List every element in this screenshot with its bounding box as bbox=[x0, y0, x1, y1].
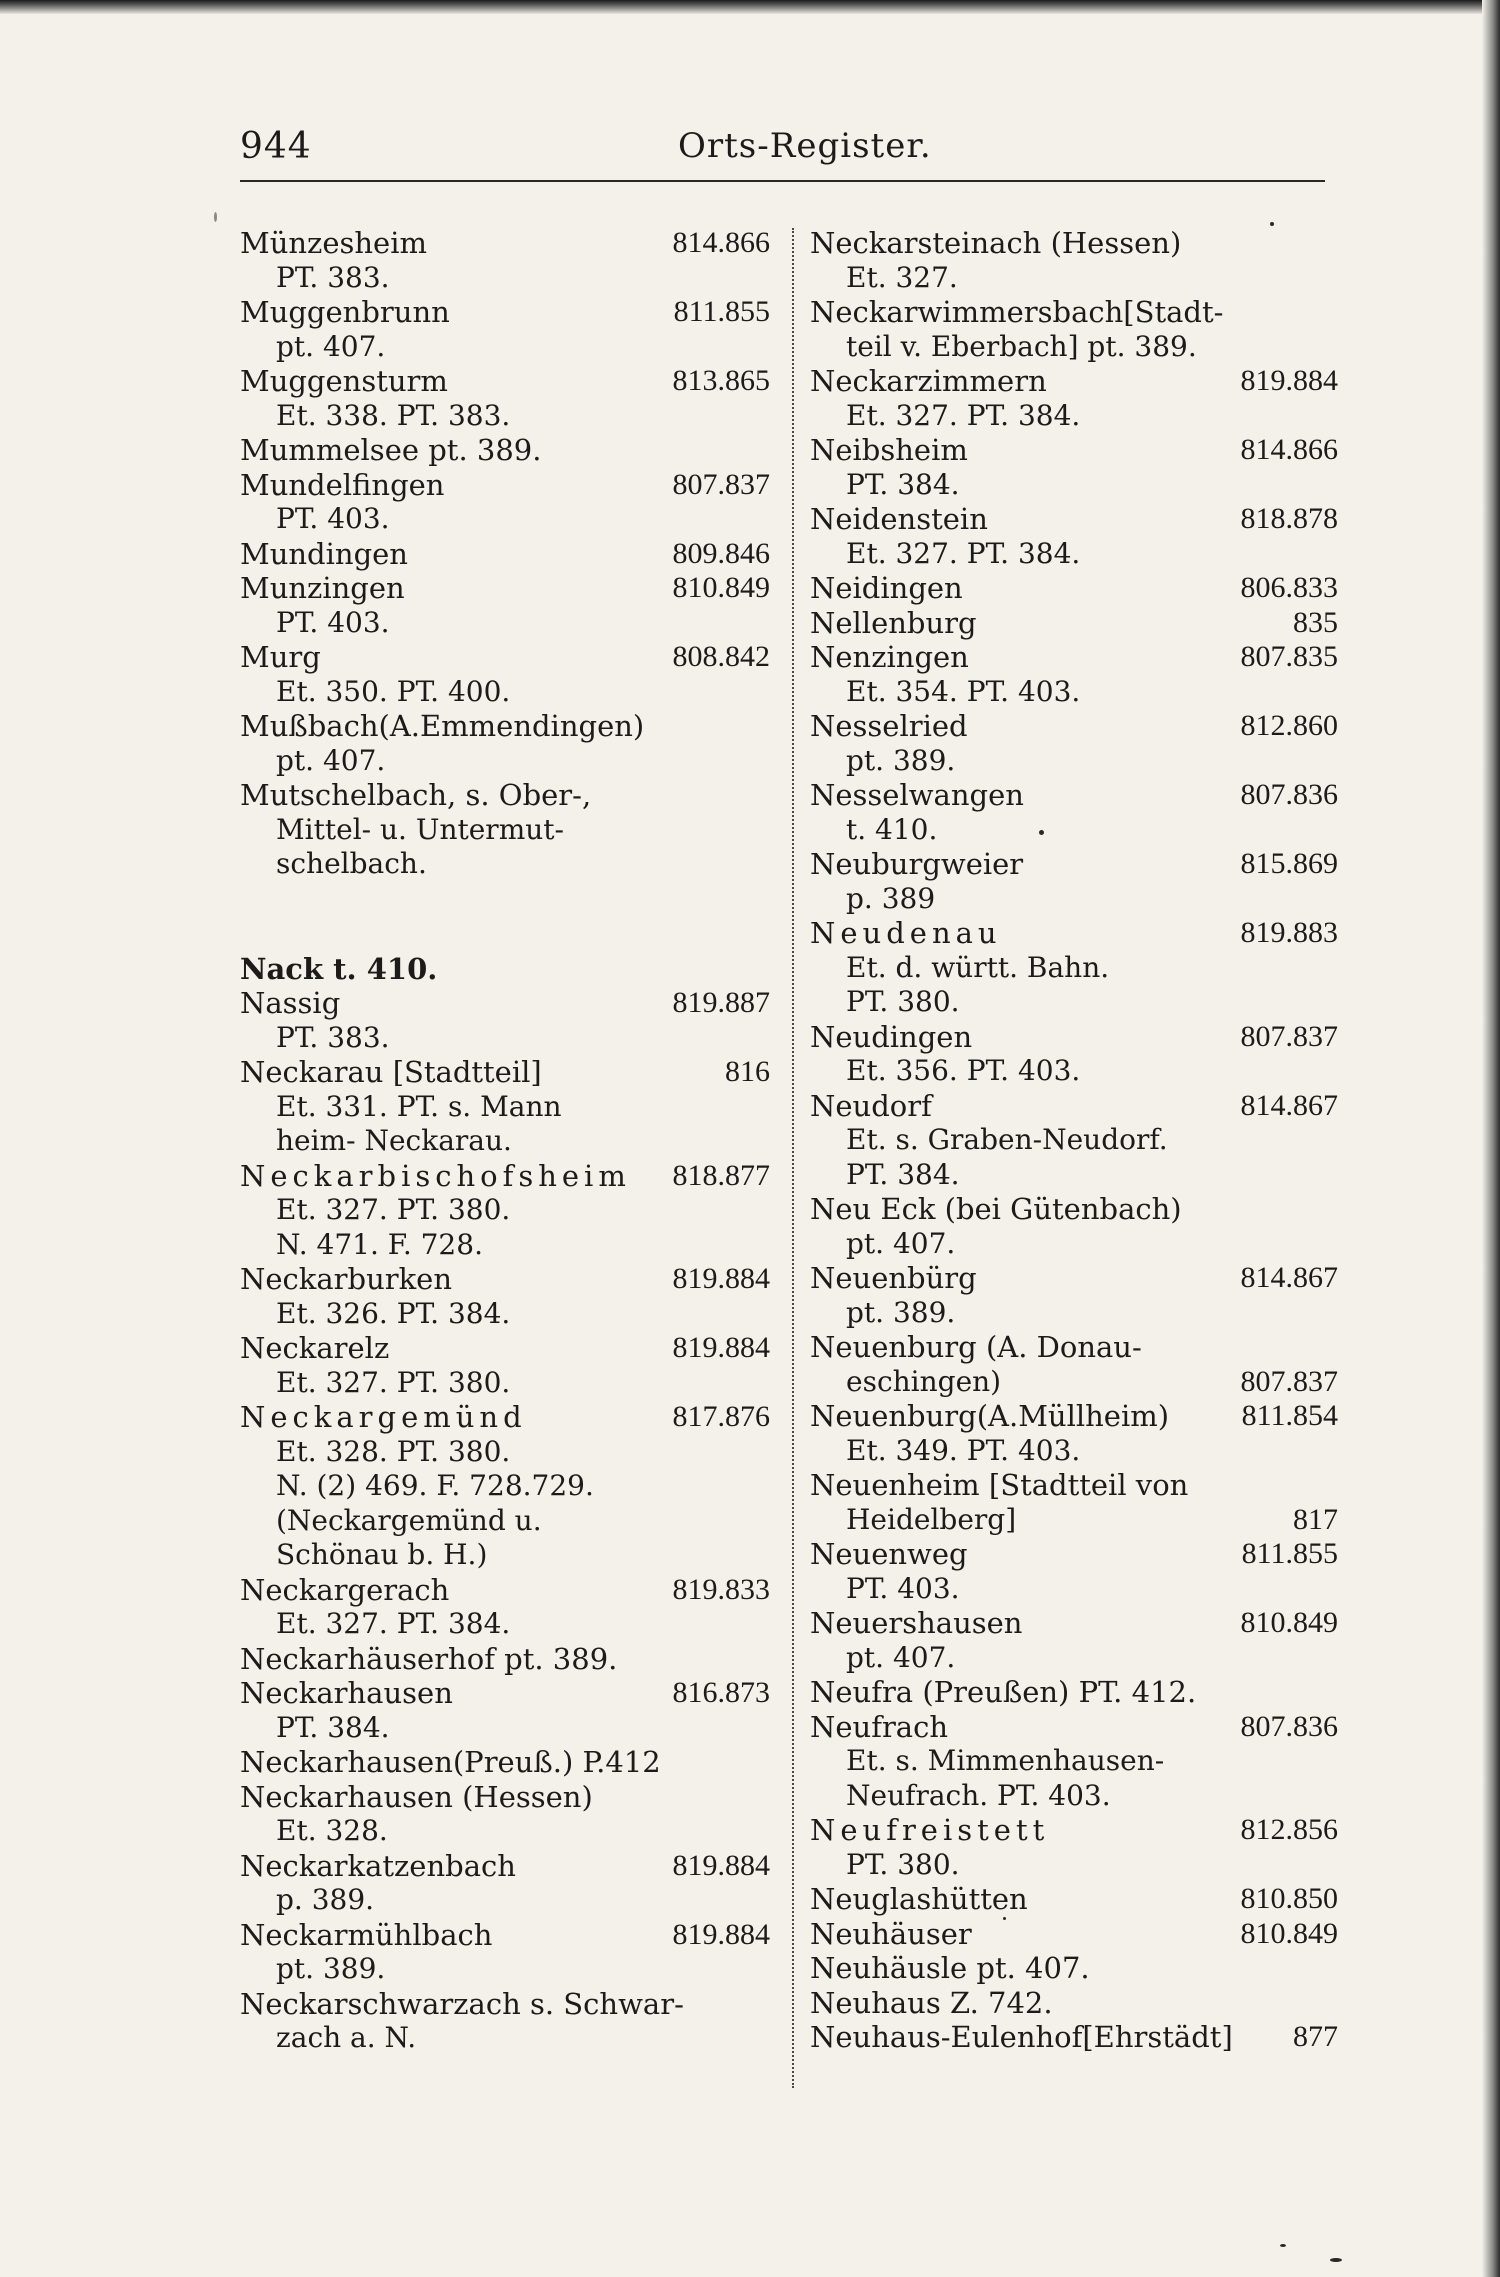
entry-name: Nesselried bbox=[810, 709, 968, 743]
entry-detail: PT. 403. bbox=[276, 502, 390, 535]
entry-name: Neuenheim [Stadtteil von bbox=[810, 1468, 1189, 1502]
entry-page-numbers: 806.833 bbox=[1240, 571, 1338, 604]
entry-detail: pt. 407. bbox=[846, 1226, 956, 1260]
entry-detail: pt. 407. bbox=[276, 743, 386, 777]
entry-name: Neckarhausen bbox=[240, 1676, 453, 1710]
entry-name: Nesselwangen bbox=[810, 778, 1024, 812]
entry-page-numbers: 811.855 bbox=[673, 295, 770, 328]
entry-name: Neckarbischofsheim bbox=[240, 1158, 631, 1193]
index-entry bbox=[810, 1917, 1338, 1952]
entry-detail: Schönau b. H.) bbox=[276, 1538, 488, 1571]
index-entry bbox=[240, 1159, 770, 1263]
entry-name: Neckargerach bbox=[240, 1572, 450, 1607]
index-entry bbox=[810, 571, 1338, 606]
entry-name: Neuhäuser bbox=[810, 1916, 972, 1951]
entry-detail: Et. 331. PT. s. Mann bbox=[276, 1089, 562, 1123]
index-entry bbox=[240, 364, 770, 433]
index-entry bbox=[240, 709, 770, 778]
ink-speck bbox=[214, 212, 217, 222]
entry-page-numbers: 807.837 bbox=[1240, 1364, 1338, 1398]
index-entry bbox=[810, 1089, 1338, 1193]
entry-name: Muggensturm bbox=[240, 364, 448, 398]
index-entry bbox=[810, 1537, 1338, 1606]
entry-page-numbers: 816.873 bbox=[672, 1676, 770, 1709]
entry-detail: Et. 327. bbox=[846, 260, 958, 294]
entry-name: Neu Eck (bei Gütenbach) bbox=[810, 1192, 1182, 1226]
entry-page-numbers: 819.887 bbox=[672, 986, 770, 1019]
index-entry bbox=[810, 1399, 1338, 1468]
entry-name: Munzingen bbox=[240, 571, 405, 605]
index-entry bbox=[810, 2020, 1338, 2055]
index-entry bbox=[810, 1986, 1338, 2021]
entry-detail: PT. 403. bbox=[846, 1571, 960, 1605]
index-entry bbox=[810, 1710, 1338, 1814]
index-entry bbox=[240, 1400, 770, 1573]
entry-name: Muggenbrunn bbox=[240, 295, 450, 329]
index-entry bbox=[240, 952, 770, 987]
entry-name: Neckarhausen(Preuß.) P.412 bbox=[240, 1745, 661, 1779]
entry-page-numbers: 819.883 bbox=[1240, 916, 1338, 949]
entry-page-numbers: 808.842 bbox=[672, 640, 770, 673]
entry-detail: schelbach. bbox=[276, 847, 427, 880]
entry-name: Murg bbox=[240, 640, 321, 674]
page-right-edge bbox=[1482, 0, 1500, 2277]
entry-page-numbers: 818.877 bbox=[672, 1158, 770, 1192]
ink-speck bbox=[1270, 222, 1274, 226]
page-header bbox=[240, 120, 1325, 180]
entry-detail: heim- Neckarau. bbox=[276, 1124, 512, 1157]
entry-name: Nenzingen bbox=[810, 640, 969, 674]
index-entry bbox=[810, 1261, 1338, 1330]
entry-detail: Et. 327. PT. 384. bbox=[846, 536, 1081, 570]
entry-detail: Et. 354. PT. 403. bbox=[846, 674, 1081, 708]
entry-page-numbers: 812.856 bbox=[1240, 1813, 1338, 1846]
entry-detail: Et. 327. PT. 384. bbox=[276, 1607, 511, 1640]
index-entry bbox=[810, 502, 1338, 571]
entry-detail: Mittel- u. Untermut- bbox=[276, 812, 564, 846]
entry-name: Neckarmühlbach bbox=[240, 1917, 493, 1952]
entry-name: Mundelfingen bbox=[240, 467, 445, 502]
entry-page-numbers: 807.835 bbox=[1240, 640, 1338, 673]
entry-page-numbers: 810.850 bbox=[1240, 1882, 1338, 1915]
entry-detail: Heidelberg] bbox=[846, 1502, 1017, 1536]
entry-detail: p. 389 bbox=[846, 881, 936, 915]
entry-page-numbers: 807.836 bbox=[1240, 1709, 1338, 1743]
entry-detail: PT. 383. bbox=[276, 1020, 390, 1054]
index-entry bbox=[240, 1573, 770, 1642]
index-entry bbox=[810, 778, 1338, 847]
entry-name: Neudorf bbox=[810, 1088, 932, 1123]
index-entry bbox=[240, 1780, 770, 1849]
index-entry bbox=[240, 226, 770, 295]
index-entry bbox=[240, 640, 770, 709]
entry-name: Neckargemünd bbox=[240, 1400, 527, 1434]
entry-name: Neuglashütten bbox=[810, 1882, 1028, 1916]
index-entry bbox=[810, 1951, 1338, 1986]
entry-name: Neckarburken bbox=[240, 1262, 453, 1296]
entry-page-numbers: 810.849 bbox=[1240, 1916, 1338, 1950]
index-entry bbox=[810, 709, 1338, 778]
page-top-edge bbox=[0, 0, 1500, 14]
entry-detail: Et. 349. PT. 403. bbox=[846, 1433, 1081, 1467]
section-gap bbox=[240, 882, 770, 952]
entry-name: Neuershausen bbox=[810, 1606, 1023, 1640]
index-entry bbox=[240, 1055, 770, 1159]
right-column bbox=[810, 226, 1338, 2055]
index-entry bbox=[810, 916, 1338, 1020]
index-entry bbox=[240, 1745, 770, 1780]
index-entry bbox=[240, 295, 770, 364]
entry-page-numbers: 814.866 bbox=[672, 226, 770, 259]
entry-detail: Et. 328. PT. 380. bbox=[276, 1434, 511, 1468]
entry-detail: (Neckargemünd u. bbox=[276, 1503, 542, 1537]
page-number: 944 bbox=[240, 126, 312, 167]
entry-page-numbers: 814.867 bbox=[1240, 1088, 1338, 1122]
entry-name: Neckarkatzenbach bbox=[240, 1848, 516, 1883]
entry-detail: eschingen) bbox=[846, 1364, 1002, 1398]
index-entry bbox=[810, 433, 1338, 502]
entry-detail: PT. 384. bbox=[276, 1710, 390, 1744]
running-title: Orts-Register. bbox=[678, 126, 932, 166]
entry-name: Neckarelz bbox=[240, 1331, 390, 1365]
entry-name: Neckarhäuserhof pt. 389. bbox=[240, 1641, 618, 1676]
entry-page-numbers: 807.837 bbox=[1240, 1019, 1338, 1053]
entry-page-numbers: 811.855 bbox=[1241, 1537, 1338, 1570]
entry-name: Nack t. 410. bbox=[240, 951, 438, 986]
index-entry bbox=[810, 1468, 1338, 1537]
entry-detail: pt. 389. bbox=[276, 1952, 386, 1985]
entry-page-numbers: 835 bbox=[1293, 605, 1338, 639]
column-divider bbox=[792, 228, 795, 2088]
index-entry bbox=[240, 571, 770, 640]
index-entry bbox=[810, 606, 1338, 641]
entry-detail: teil v. Eberbach] pt. 389. bbox=[846, 329, 1197, 363]
entry-name: Neuenbürg bbox=[810, 1261, 977, 1295]
index-entry bbox=[810, 1813, 1338, 1882]
index-entry bbox=[240, 433, 770, 468]
entry-detail: N. (2) 469. F. 728.729. bbox=[276, 1469, 594, 1502]
index-entry bbox=[810, 364, 1338, 433]
entry-page-numbers: 810.849 bbox=[672, 571, 770, 604]
entry-detail: pt. 407. bbox=[276, 329, 386, 363]
entry-name: Neidingen bbox=[810, 571, 963, 605]
entry-name: Neuburgweier bbox=[810, 847, 1024, 881]
entry-detail: PT. 380. bbox=[846, 985, 960, 1018]
entry-name: Neckarwimmersbach[Stadt- bbox=[810, 295, 1224, 329]
entry-detail: PT. 380. bbox=[846, 1847, 960, 1881]
entry-page-numbers: 817 bbox=[1293, 1502, 1338, 1536]
entry-name: Mutschelbach, s. Ober-, bbox=[240, 778, 592, 812]
entry-detail: Et. 327. PT. 384. bbox=[846, 398, 1081, 432]
ink-speck bbox=[1039, 830, 1044, 835]
entry-page-numbers: 811.854 bbox=[1241, 1399, 1338, 1432]
index-entry bbox=[240, 1262, 770, 1331]
entry-detail: t. 410. bbox=[846, 812, 938, 846]
entry-name: Neufrach bbox=[810, 1709, 949, 1744]
entry-name: Münzesheim bbox=[240, 226, 427, 260]
entry-detail: Et. s. Mimmenhausen- bbox=[846, 1744, 1165, 1777]
entry-detail: pt. 389. bbox=[846, 743, 956, 777]
entry-name: Mußbach(A.Emmendingen) bbox=[240, 709, 645, 743]
entry-detail: N. 471. F. 728. bbox=[276, 1227, 483, 1261]
entry-name: Neuhaus-Eulenhof[Ehrstädt] bbox=[810, 2020, 1233, 2054]
index-entry bbox=[240, 1849, 770, 1918]
index-entry bbox=[810, 640, 1338, 709]
entry-name: Neidenstein bbox=[810, 502, 988, 536]
entry-page-numbers: 819.884 bbox=[672, 1262, 770, 1295]
entry-name: Neckarzimmern bbox=[810, 364, 1047, 398]
entry-name: Neuenburg (A. Donau- bbox=[810, 1330, 1142, 1364]
entry-name: Neckarhausen (Hessen) bbox=[240, 1779, 593, 1814]
entry-name: Neuhaus Z. 742. bbox=[810, 1985, 1053, 2020]
entry-name: Nassig bbox=[240, 986, 341, 1020]
entry-page-numbers: 807.837 bbox=[672, 467, 770, 501]
entry-detail: PT. 384. bbox=[846, 467, 960, 501]
entry-detail: Et. 326. PT. 384. bbox=[276, 1296, 511, 1330]
entry-name: Neckarsteinach (Hessen) bbox=[810, 226, 1182, 260]
entry-page-numbers: 809.846 bbox=[672, 536, 770, 570]
index-entry bbox=[240, 778, 770, 882]
entry-detail: PT. 403. bbox=[276, 605, 390, 639]
entry-page-numbers: 812.860 bbox=[1240, 709, 1338, 742]
entry-detail: Et. d. württ. Bahn. bbox=[846, 950, 1110, 984]
entry-detail: PT. 384. bbox=[846, 1157, 960, 1191]
index-entry bbox=[240, 1642, 770, 1677]
entry-page-numbers: 819.884 bbox=[672, 1331, 770, 1364]
entry-name: Neckarschwarzach s. Schwar- bbox=[240, 1986, 684, 2021]
index-entry bbox=[240, 986, 770, 1055]
entry-name: Neufreistett bbox=[810, 1813, 1050, 1847]
entry-detail: Et. 350. PT. 400. bbox=[276, 674, 511, 708]
entry-name: Neuenweg bbox=[810, 1537, 968, 1571]
entry-name: Nellenburg bbox=[810, 605, 977, 640]
entry-name: Neuhäusle pt. 407. bbox=[810, 1951, 1090, 1985]
index-entry bbox=[810, 295, 1338, 364]
entry-page-numbers: 819.884 bbox=[1240, 364, 1338, 397]
entry-page-numbers: 810.849 bbox=[1240, 1606, 1338, 1639]
index-entry bbox=[240, 1918, 770, 1987]
index-entry bbox=[810, 847, 1338, 916]
entry-name: Mundingen bbox=[240, 536, 408, 571]
index-entry bbox=[810, 226, 1338, 295]
entry-name: Neudingen bbox=[810, 1019, 973, 1054]
entry-detail: pt. 407. bbox=[846, 1640, 956, 1674]
index-entry bbox=[240, 1987, 770, 2056]
entry-page-numbers: 813.865 bbox=[672, 364, 770, 397]
index-entry bbox=[810, 1606, 1338, 1675]
entry-page-numbers: 807.836 bbox=[1240, 778, 1338, 811]
ink-speck bbox=[1280, 2244, 1286, 2247]
entry-name: Neuenburg(A.Müllheim) bbox=[810, 1399, 1170, 1433]
entry-name: Mummelsee pt. 389. bbox=[240, 433, 542, 467]
entry-page-numbers: 817.876 bbox=[672, 1400, 770, 1433]
ink-speck bbox=[1003, 1917, 1006, 1920]
index-entry bbox=[240, 537, 770, 572]
entry-page-numbers: 819.884 bbox=[672, 1917, 770, 1951]
entry-name: Neibsheim bbox=[810, 433, 968, 467]
index-entry bbox=[810, 1882, 1338, 1917]
entry-page-numbers: 814.867 bbox=[1240, 1261, 1338, 1294]
entry-detail: Et. 356. PT. 403. bbox=[846, 1054, 1081, 1087]
entry-page-numbers: 816 bbox=[725, 1055, 770, 1088]
entry-detail: zach a. N. bbox=[276, 2021, 417, 2054]
entry-detail: Neufrach. PT. 403. bbox=[846, 1778, 1111, 1812]
index-entry bbox=[810, 1020, 1338, 1089]
entry-page-numbers: 819.833 bbox=[672, 1572, 770, 1606]
entry-detail: Et. 338. PT. 383. bbox=[276, 398, 511, 432]
entry-detail: Et. s. Graben-Neudorf. bbox=[846, 1123, 1168, 1156]
entry-page-numbers: 815.869 bbox=[1240, 847, 1338, 880]
entry-page-numbers: 819.884 bbox=[672, 1848, 770, 1882]
entry-detail: p. 389. bbox=[276, 1883, 375, 1916]
header-rule bbox=[240, 180, 1325, 182]
entry-detail: pt. 389. bbox=[846, 1295, 956, 1329]
entry-detail: Et. 327. PT. 380. bbox=[276, 1365, 511, 1399]
entry-page-numbers: 877 bbox=[1293, 2020, 1338, 2053]
entry-detail: Et. 328. bbox=[276, 1814, 388, 1847]
ink-speck bbox=[1330, 2258, 1342, 2262]
entry-page-numbers: 818.878 bbox=[1240, 502, 1338, 535]
index-entry bbox=[810, 1192, 1338, 1261]
index-entry bbox=[240, 1331, 770, 1400]
index-entry bbox=[810, 1675, 1338, 1710]
entry-page-numbers: 814.866 bbox=[1240, 433, 1338, 466]
entry-name: Neudenau bbox=[810, 916, 1002, 950]
index-entry bbox=[240, 1676, 770, 1745]
entry-name: Neckarau [Stadtteil] bbox=[240, 1055, 542, 1089]
index-entry bbox=[810, 1330, 1338, 1399]
left-column bbox=[240, 226, 770, 2056]
index-entry bbox=[240, 468, 770, 537]
entry-detail: Et. 327. PT. 380. bbox=[276, 1193, 511, 1226]
entry-detail: PT. 383. bbox=[276, 260, 390, 294]
entry-name: Neufra (Preußen) PT. 412. bbox=[810, 1675, 1197, 1709]
